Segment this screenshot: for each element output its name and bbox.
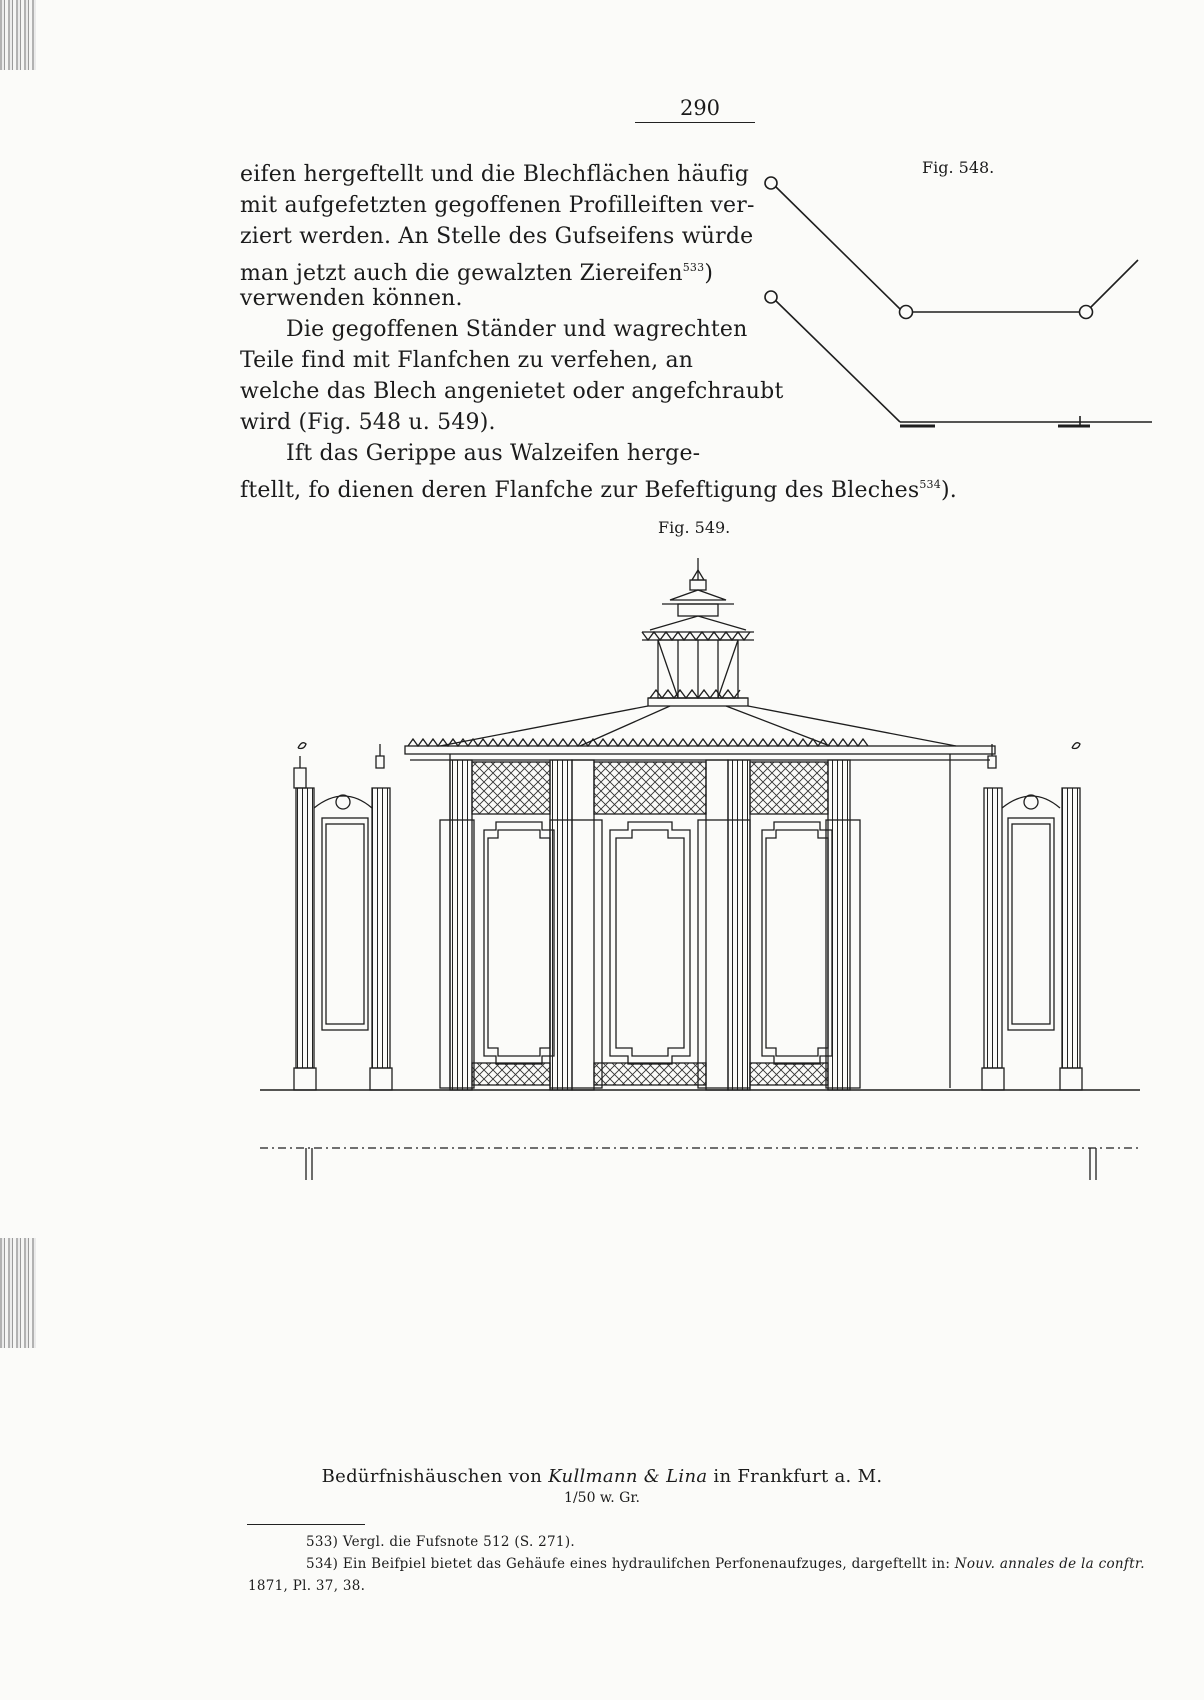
body-line-8: welche das Blech angenietet oder angefchraubt (240, 379, 784, 404)
caption-prefix: Bedürfnishäuschen von (321, 1466, 543, 1487)
fig548-drawing (760, 170, 1160, 440)
footnote-534-source: Nouv. annales de la conftr. (954, 1556, 1145, 1572)
body-line-11 (240, 469, 957, 506)
scale-note: 1/50 w. Gr. (564, 1490, 640, 1506)
footnote-534-continuation: 1871, Pl. 37, 38. (248, 1578, 366, 1594)
footnote-534 (306, 1556, 1145, 1572)
body-line-9: wird (Fig. 548 u. 549). (240, 410, 496, 435)
body-line-10: Ift das Gerippe aus Walzeifen herge- (286, 441, 701, 466)
body-line-11-text: ftellt, fo dienen deren Flanfche zur Befeftigung des Bleches (240, 478, 920, 503)
footnote-533 (306, 1534, 575, 1550)
ref-533-close: ) (704, 261, 714, 286)
footnote-533-text: Vergl. die Fufsnote 512 (S. 271). (342, 1534, 575, 1550)
caption-connector: & (643, 1466, 661, 1487)
fig549-caption: Fig. 549. (658, 518, 731, 537)
body-line-4-text: man jetzt auch die gewalzten Ziereifen (240, 261, 683, 286)
footnote-533-number: 533) (306, 1534, 339, 1550)
footnote-534-text: Ein Beifpiel bietet das Gehäufe eines hydraulifchen Perfonenaufzuges, dargeftellt in: (342, 1556, 951, 1572)
fig549-elevation (250, 548, 1150, 1180)
scan-edge-middle (0, 1238, 36, 1348)
figure-caption (0, 1466, 1204, 1487)
body-line-1: eifen hergeftellt und die Blechflächen häufig (240, 162, 750, 187)
caption-author2: Lina (666, 1466, 708, 1487)
page-number: 290 (679, 96, 721, 120)
caption-suffix: in Frankfurt a. M. (713, 1466, 883, 1487)
footnote-534-number: 534) (306, 1556, 339, 1572)
body-line-7: Teile find mit Flanfchen zu verfehen, an (240, 348, 694, 373)
fig548-caption: Fig. 548. (922, 158, 995, 177)
page-number-rule (635, 122, 755, 123)
ref-534-close: ). (940, 478, 957, 503)
footnote-rule (247, 1524, 365, 1525)
caption-author1: Kullmann (548, 1466, 638, 1487)
ref-534: 534 (919, 478, 941, 491)
ref-533: 533 (682, 261, 705, 274)
scan-edge-top (0, 0, 36, 70)
body-line-6: Die gegoffenen Ständer und wagrechten (286, 317, 748, 342)
body-line-5: verwenden können. (240, 286, 463, 311)
body-line-2: mit aufgefetzten gegoffenen Profilleiften ver- (240, 193, 755, 218)
body-line-3: ziert werden. An Stelle des Gufseifens würde (240, 224, 754, 249)
